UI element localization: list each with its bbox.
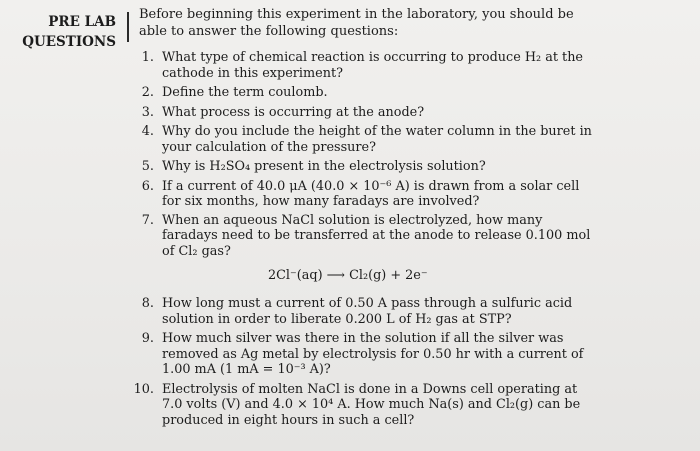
- question-number: 1.: [141, 50, 154, 65]
- question-item: [128, 179, 598, 210]
- question-list: [128, 50, 598, 432]
- question-item: [128, 50, 598, 81]
- question-number: 6.: [141, 178, 154, 194]
- question-text: Define the term coulomb.: [162, 85, 328, 100]
- question-text: Electrolysis of molten NaCl is done in a Downs cell operating at 7.0 volts (V) and 4.0 × 10⁴ A. How much Na(s) and Cl₂(g) can be produced in eight hours in such a cell?: [162, 381, 581, 428]
- question-text: Why is H₂SO₄ present in the electrolysis solution?: [162, 159, 486, 174]
- question-text: Why do you include the height of the water column in the buret in your calculation of the pressure?: [162, 124, 592, 155]
- question-number: 8.: [141, 296, 154, 311]
- question-item: [128, 213, 598, 260]
- question-text: What type of chemical reaction is occurring to produce H₂ at the cathode in this experiment?: [162, 50, 584, 81]
- question-text: What process is occurring at the anode?: [162, 104, 425, 120]
- question-text: How long must a current of 0.50 A pass through a sulfuric acid solution in order to liberate 0.200 L of H₂ gas at STP?: [162, 296, 573, 327]
- pre-lab-heading-line-1: PRE LAB: [48, 14, 116, 30]
- question-item: [128, 105, 598, 121]
- question-number: 7.: [141, 212, 154, 228]
- intro-text: Before beginning this experiment in the laboratory, you should be able to answer the following questions:: [139, 7, 574, 39]
- pre-lab-heading-line-2: QUESTIONS: [22, 34, 116, 50]
- question-item: [128, 382, 598, 429]
- question-number: 4.: [141, 124, 154, 139]
- question-number: 9.: [141, 331, 154, 346]
- question-item: [128, 124, 598, 155]
- question-item: [128, 331, 598, 378]
- question-text: If a current of 40.0 μA (40.0 × 10⁻⁶ A) is drawn from a solar cell for six months, how many faradays are involved?: [162, 178, 580, 209]
- half-reaction-equation: 2Cl⁻(aq) ⟶ Cl₂(g) + 2e⁻: [268, 268, 428, 283]
- question-number: 2.: [141, 85, 154, 100]
- question-number: 3.: [141, 104, 154, 120]
- heading-divider: [127, 12, 129, 42]
- question-text: When an aqueous NaCl solution is electrolyzed, how many faradays need to be transferred at the anode to release 0.100 mol of Cl₂ gas?: [162, 212, 591, 259]
- question-item: [128, 85, 598, 101]
- question-item: [128, 159, 598, 175]
- question-text: How much silver was there in the solution if all the silver was removed as Ag metal by electrolysis for 0.50 hr with a current of 1.00 mA (1 mA = 10⁻³ A)?: [162, 331, 584, 377]
- pre-lab-heading: [22, 12, 116, 52]
- question-item: [128, 296, 598, 327]
- question-number: 10.: [133, 381, 154, 397]
- question-number: 5.: [141, 159, 154, 174]
